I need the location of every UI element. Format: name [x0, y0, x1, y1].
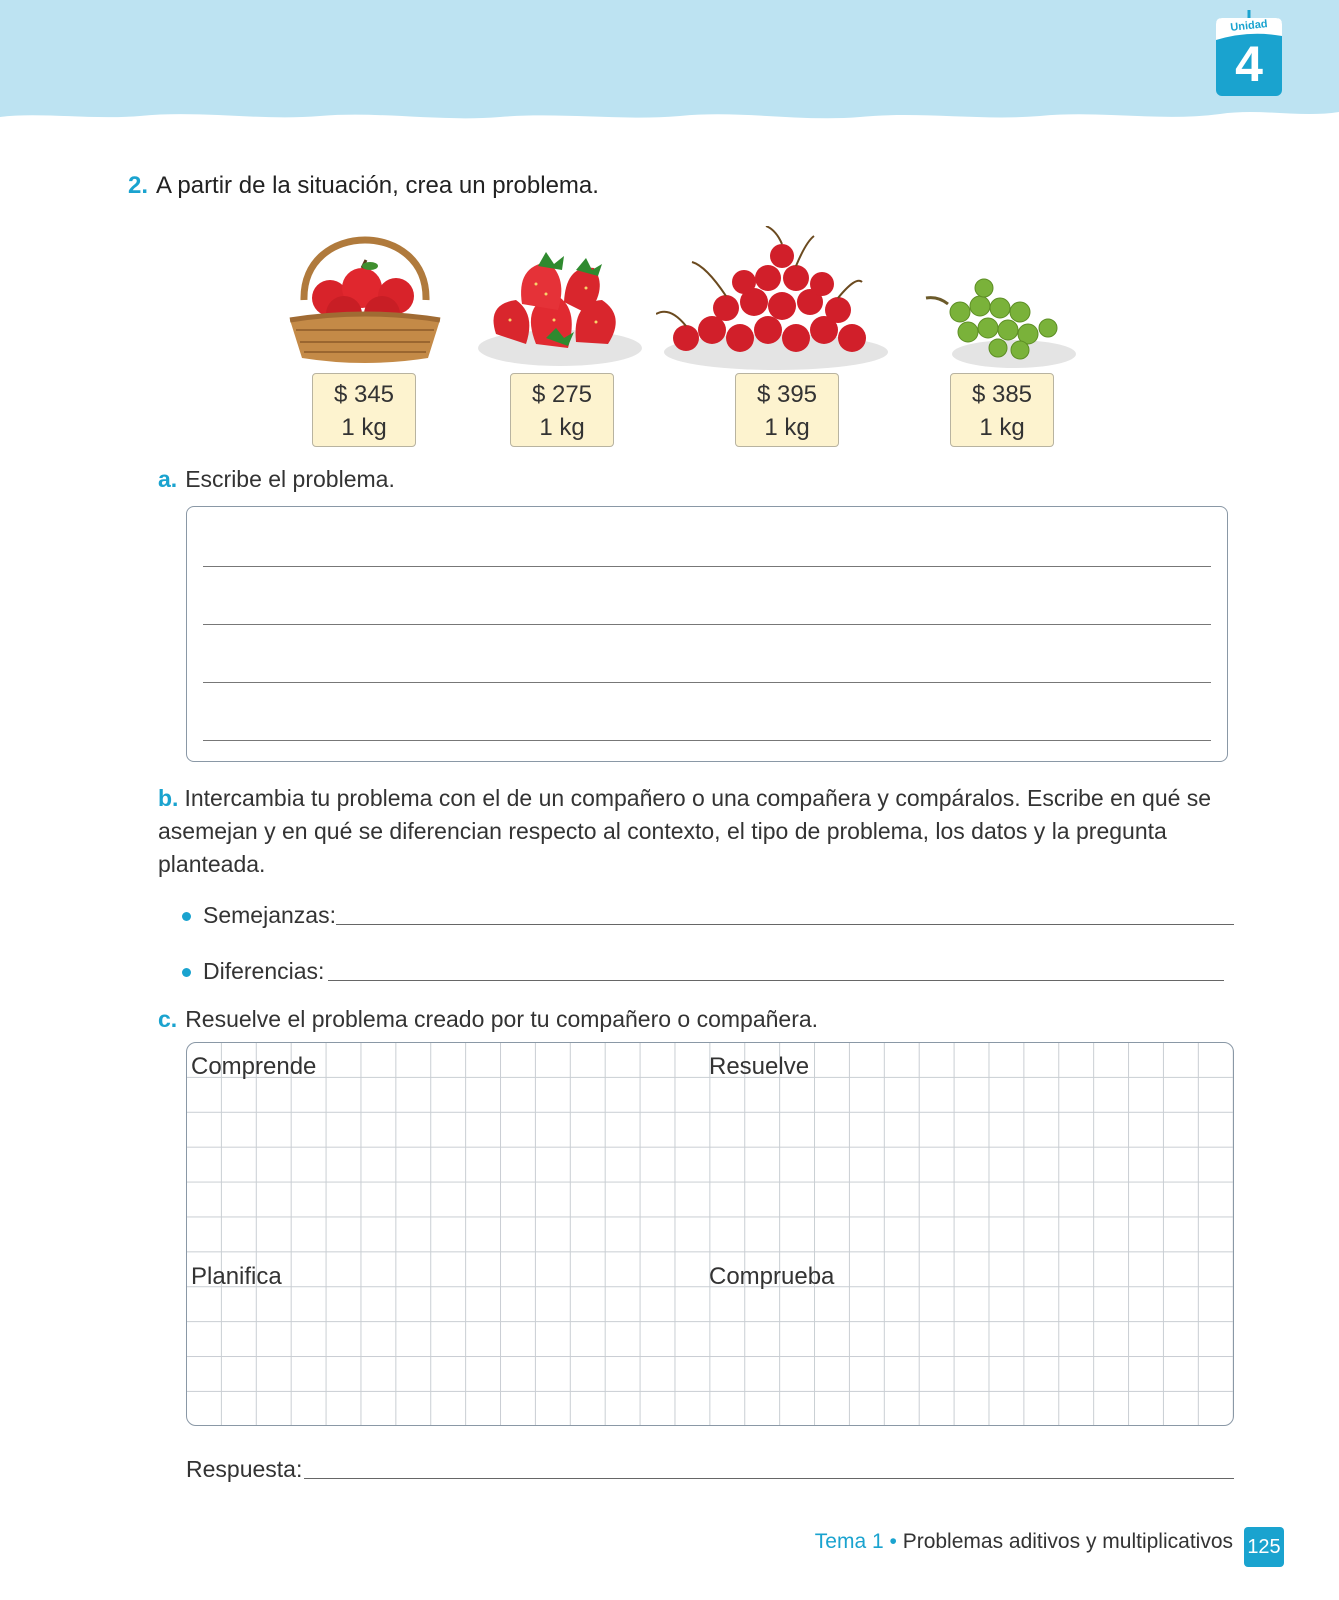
- strawberries-icon: [476, 244, 644, 368]
- unit-label: Unidad: [1229, 18, 1269, 34]
- price-tag-strawberries: [510, 373, 614, 447]
- header-band: [0, 0, 1339, 128]
- apple-basket-icon: [282, 210, 448, 370]
- price-grapes: $ 385: [971, 381, 1033, 408]
- part-a-letter: a.: [158, 466, 178, 492]
- price-tag-grapes: [950, 373, 1054, 447]
- semejanzas-row: [182, 902, 336, 929]
- write-line[interactable]: [203, 740, 1211, 741]
- unit-number: 4: [1235, 36, 1263, 92]
- price-tag-apples: [312, 373, 416, 447]
- unit-cherries: 1 kg: [764, 414, 810, 441]
- exercise-title: [128, 172, 599, 200]
- grid-label-resuelve: Resuelve: [709, 1053, 810, 1080]
- unit-apples: 1 kg: [341, 414, 387, 441]
- part-c-text: Resuelve el problema creado por tu compañero o compañera.: [185, 1006, 819, 1032]
- part-b-letter: b.: [158, 785, 179, 811]
- unit-grapes: 1 kg: [979, 414, 1025, 441]
- part-b-instruction: [158, 782, 1228, 881]
- problem-write-box[interactable]: [186, 506, 1228, 762]
- unit-strawberries: 1 kg: [539, 414, 585, 441]
- part-b-text: Intercambia tu problema con el de un compañero o una compañera y compáralos. Escribe en qué se asemejan y en qué se diferencian respecto al contexto, el tipo de problema, los datos y la pregunta planteada.: [158, 785, 1212, 877]
- price-strawberries: $ 275: [531, 381, 593, 408]
- footer-topic: [815, 1530, 1233, 1554]
- semejanzas-answer-line[interactable]: [336, 924, 1234, 925]
- part-a-text: Escribe el problema.: [185, 466, 395, 492]
- write-line[interactable]: [203, 624, 1211, 625]
- part-c-letter: c.: [158, 1006, 178, 1032]
- write-line[interactable]: [203, 566, 1211, 567]
- price-cherries: $ 395: [756, 381, 818, 408]
- grid-label-comprende: Comprende: [191, 1053, 317, 1080]
- unit-badge: [1214, 10, 1284, 98]
- bullet-dot: [182, 912, 191, 921]
- cherries-icon: [656, 226, 894, 372]
- part-c-instruction: [158, 1006, 818, 1033]
- answer-line[interactable]: [304, 1478, 1234, 1479]
- diferencias-label: Diferencias:: [203, 958, 325, 984]
- footer-topic-text: Problemas aditivos y multiplicativos: [902, 1530, 1233, 1553]
- price-apples: $ 345: [333, 381, 395, 408]
- page-number: 125: [1244, 1527, 1284, 1567]
- grid-label-comprueba: Comprueba: [709, 1263, 835, 1290]
- part-a-instruction: [158, 466, 395, 493]
- semejanzas-label: Semejanzas:: [203, 902, 336, 928]
- answer-label: Respuesta:: [186, 1456, 303, 1482]
- bullet-dot: [182, 968, 191, 977]
- grapes-icon: [924, 278, 1078, 370]
- grid-label-planifica: Planifica: [191, 1263, 282, 1290]
- write-line[interactable]: [203, 682, 1211, 683]
- solution-grid[interactable]: [186, 1042, 1234, 1426]
- price-tag-cherries: [735, 373, 839, 447]
- diferencias-row: [182, 958, 324, 985]
- exercise-text: A partir de la situación, crea un problema.: [156, 172, 599, 199]
- exercise-number: 2.: [128, 172, 149, 199]
- diferencias-answer-line[interactable]: [328, 980, 1224, 981]
- footer-tema: Tema 1: [814, 1530, 884, 1553]
- footer-separator: •: [889, 1530, 897, 1553]
